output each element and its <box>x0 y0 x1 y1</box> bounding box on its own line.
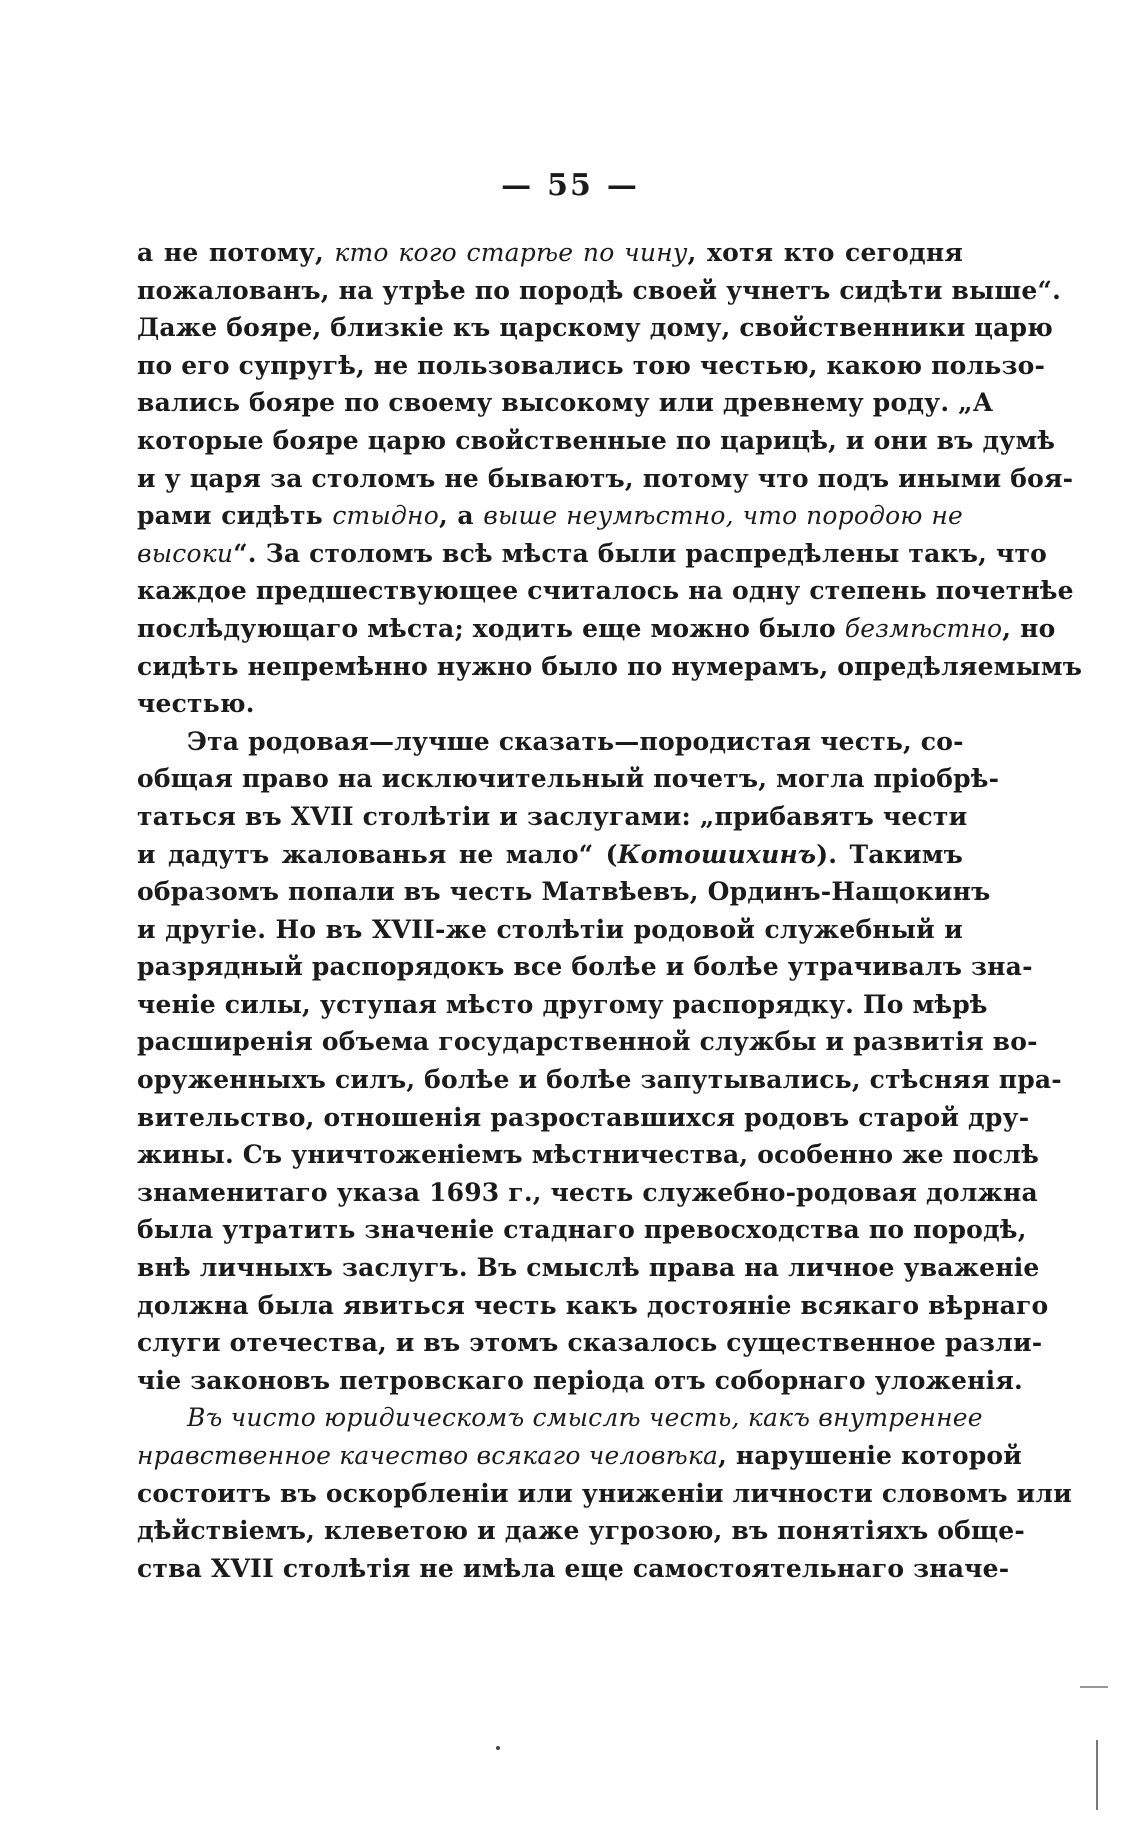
scan-mark <box>496 1746 500 1750</box>
text-line: должна была явиться честь какъ достояніе всякаго вѣрнаго <box>137 1290 1049 1320</box>
text-line: которые бояре царю свойственные по царицѣ, и они въ думѣ <box>137 425 1056 455</box>
text-line: ства XVII столѣтія не имѣла еще самостоятельнаго значе- <box>137 1553 1010 1583</box>
text-line: вались бояре по своему высокому или древнему роду. „А <box>137 388 994 418</box>
text-line: по его супругѣ, не пользовались тою честью, какою пользо- <box>137 350 1046 380</box>
text-line: нравственное качество всякаго человѣка, нарушеніе которой <box>137 1441 1023 1470</box>
text-line: честью. <box>137 689 255 719</box>
text-line: и другіе. Но въ XVII-же столѣтіи родовой служебный и <box>137 914 963 944</box>
text-line: сидѣть непремѣнно нужно было по нумерамъ, опредѣляемымъ <box>137 651 1083 681</box>
text-line: общая право на исключительный почетъ, могла пріобрѣ- <box>137 764 1000 794</box>
text-line: образомъ попали въ честь Матвѣевъ, Ординъ-Нащокинъ <box>137 877 991 907</box>
text-line: состоитъ въ оскорбленіи или униженіи личности словомъ или <box>137 1478 1072 1508</box>
text-line: каждое предшествующее считалось на одну степень почетнѣе <box>137 576 1074 606</box>
text-line: а не потому, кто кого старѣе по чину, хотя кто сегодня <box>137 238 963 267</box>
text-line: разрядный распорядокъ все болѣе и болѣе утрачивалъ зна- <box>137 952 1033 982</box>
text-line: Эта родовая—лучше сказать—породистая честь, со- <box>187 726 964 756</box>
text-line: расширенія объема государственной службы и развитія во- <box>137 1027 1038 1057</box>
text-line: вительство, отношенія разроставшихся родовъ старой дру- <box>137 1102 1030 1132</box>
scan-mark <box>1080 1686 1108 1688</box>
text-line: оруженныхъ силъ, болѣе и болѣе запутывались, стѣсняя пра- <box>137 1065 1062 1095</box>
text-line: внѣ личныхъ заслугъ. Въ смыслѣ права на личное уваженіе <box>137 1253 1040 1283</box>
text-line: слуги отечества, и въ этомъ сказалось существенное разли- <box>137 1328 1043 1358</box>
text-line: была утратить значеніе стаднаго превосходства по породѣ, <box>137 1215 1027 1245</box>
text-line: пожалованъ, на утрѣе по породѣ своей учнетъ сидѣти выше“. <box>137 275 1062 305</box>
text-line: Въ чисто юридическомъ смыслѣ честь, какъ внутреннее <box>187 1403 983 1433</box>
scan-mark <box>1096 1740 1098 1810</box>
text-line: и у царя за столомъ не бываютъ, потому что подъ иными боя- <box>137 463 1074 493</box>
text-line: высоки“. За столомъ всѣ мѣста были распредѣлены такъ, что <box>137 538 1048 568</box>
text-line: послѣдующаго мѣста; ходить еще можно было безмѣстно, но <box>137 613 1056 643</box>
text-line: чіе законовъ петровскаго періода отъ соборнаго уложенія. <box>137 1365 1023 1395</box>
text-line: жины. Съ уничтоженіемъ мѣстничества, особенно же послѣ <box>137 1140 1040 1170</box>
text-line: Даже бояре, близкіе къ царскому дому, свойственники царю <box>137 313 1053 343</box>
page-number: — 55 — <box>0 168 1140 203</box>
text-line: и дадутъ жалованья не мало“ (Котошихинъ). Такимъ <box>137 839 963 869</box>
text-line: дѣйствіемъ, клеветою и даже угрозою, въ понятіяхъ обще- <box>137 1516 1025 1546</box>
text-line: таться въ XVII столѣтіи и заслугами: „прибавятъ чести <box>137 801 968 831</box>
text-line: знаменитаго указа 1693 г., честь служебно-родовая должна <box>137 1177 1038 1207</box>
text-line: рами сидѣть стыдно, а выше неумѣстно, что породою не <box>137 501 963 531</box>
body-text <box>137 234 1083 1587</box>
text-line: ченіе силы, уступая мѣсто другому распорядку. По мѣрѣ <box>137 989 988 1019</box>
